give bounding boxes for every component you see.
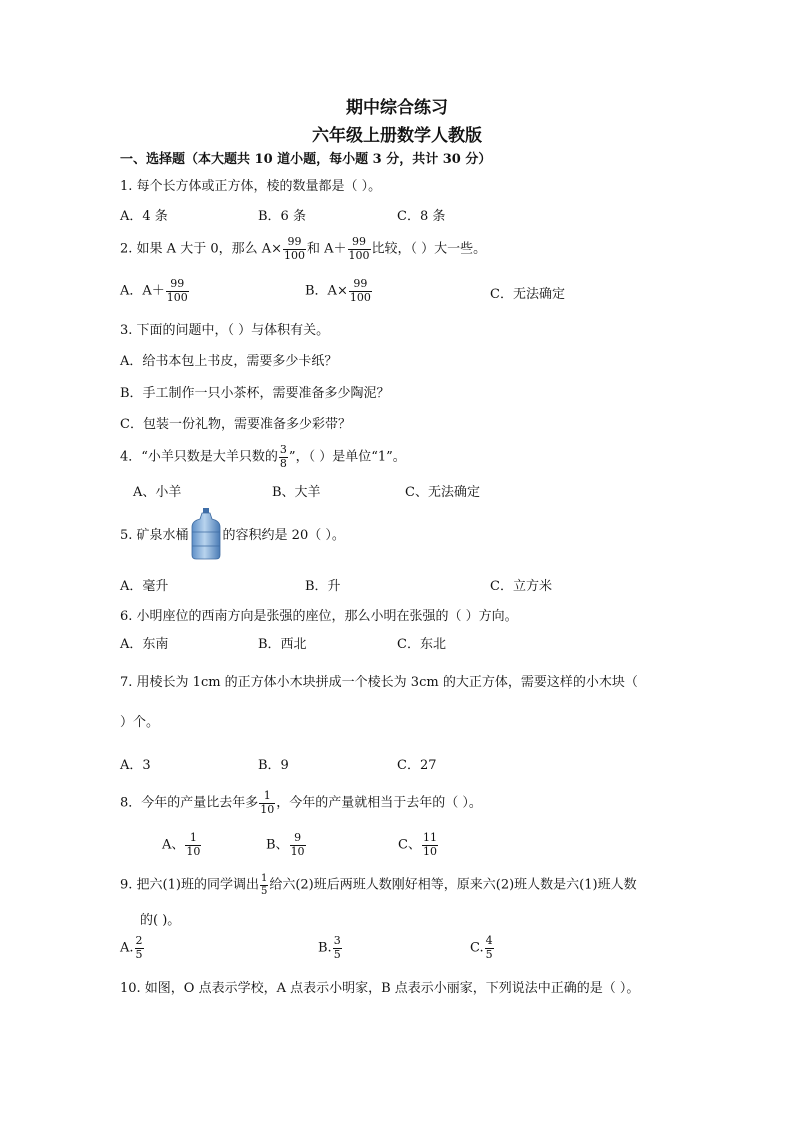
water-bottle-icon — [191, 508, 221, 563]
question-4-option-a: A、小羊 — [133, 485, 182, 500]
fraction: $\frac{4}{5}$ — [485, 934, 493, 961]
question-7-option-a: A．3 — [120, 758, 151, 773]
question-5-option-b: B．升 — [305, 579, 341, 594]
fraction: $\frac{99}{100}$ — [166, 277, 188, 304]
fraction: $\frac{9}{10}$ — [290, 831, 305, 858]
question-9-option-c: C. $\frac{4}{5}$ — [470, 934, 493, 961]
fraction: $\frac{99}{100}$ — [348, 235, 370, 262]
fraction: $\frac{3}{8}$ — [279, 443, 287, 470]
fraction: $\frac{3}{5}$ — [333, 934, 341, 961]
question-7-stem-line2: ）个。 — [120, 715, 160, 730]
fraction: $\frac{1}{10}$ — [186, 831, 201, 858]
question-2-stem: 2. 如果 A 大于 0，那么 A× $\frac{99}{100}$ 和 A＋ $\frac{99}{100}$ 比较，（ ）大一些。 — [120, 235, 487, 262]
question-1-stem: 1. 每个长方体或正方体，棱的数量都是（ ）。 — [120, 179, 382, 194]
question-8-option-c: C、 $\frac{11}{10}$ — [398, 831, 437, 858]
page-title: 期中综合练习 — [346, 98, 448, 118]
page-subtitle: 六年级上册数学人教版 — [312, 126, 482, 146]
question-3-option-a: A．给书本包上书皮，需要多少卡纸？ — [120, 354, 338, 369]
question-5-stem: 5. 矿泉水桶 的容积约是 20（ ）。 — [120, 508, 345, 563]
question-2-option-b: B．A× $\frac{99}{100}$ — [305, 277, 371, 304]
question-3-option-b: B．手工制作一只小茶杯，需要准备多少陶泥？ — [120, 386, 390, 401]
fraction: $\frac{1}{10}$ — [260, 789, 275, 816]
question-1-option-b: B．6 条 — [258, 209, 306, 224]
fraction: $\frac{99}{100}$ — [284, 235, 306, 262]
question-8-stem: 8．今年的产量比去年多 $\frac{1}{10}$ ，今年的产量就相当于去年的（ ）。 — [120, 789, 482, 816]
section-heading: 一、选择题（本大题共 10 道小题，每小题 3 分，共计 30 分） — [120, 152, 492, 167]
question-6-option-c: C．东北 — [397, 637, 446, 652]
question-4-stem: 4．“小羊只数是大羊只数的 $\frac{3}{8}$ ”，（ ）是单位“1”。 — [120, 443, 406, 470]
question-1-option-c: C．8 条 — [397, 209, 446, 224]
question-3-stem: 3. 下面的问题中，（ ）与体积有关。 — [120, 323, 330, 338]
question-8-option-a: A、 $\frac{1}{10}$ — [162, 831, 201, 858]
question-5-option-a: A．毫升 — [120, 579, 169, 594]
question-2-option-c: C．无法确定 — [490, 287, 565, 302]
question-10-stem: 10. 如图，O 点表示学校，A 点表示小明家，B 点表示小丽家，下列说法中正确的是（ ）。 — [120, 981, 640, 996]
question-9-option-a: A. $\frac{2}{5}$ — [120, 934, 143, 961]
question-5-option-c: C．立方米 — [490, 579, 552, 594]
question-3-option-c: C．包装一份礼物，需要准备多少彩带？ — [120, 417, 351, 432]
fraction: $\frac{1}{5}$ — [260, 873, 268, 897]
question-9-stem-line2: 的( )。 — [140, 913, 181, 928]
question-9-stem-line1: 9. 把六(1)班的同学调出 $\frac{1}{5}$ 给六(2)班后两班人数刚好相等，原来六(2)班人数是六(1)班人数 — [120, 873, 637, 897]
question-2-option-a: A．A＋ $\frac{99}{100}$ — [120, 277, 188, 304]
question-7-option-c: C．27 — [397, 758, 437, 773]
question-7-option-b: B．9 — [258, 758, 289, 773]
question-4-option-b: B、大羊 — [272, 485, 321, 500]
fraction: $\frac{11}{10}$ — [422, 831, 437, 858]
fraction: $\frac{2}{5}$ — [135, 934, 143, 961]
question-9-option-b: B. $\frac{3}{5}$ — [318, 934, 341, 961]
fraction: $\frac{99}{100}$ — [349, 277, 371, 304]
question-6-option-b: B．西北 — [258, 637, 307, 652]
question-6-option-a: A．东南 — [120, 637, 169, 652]
question-6-stem: 6. 小明座位的西南方向是张强的座位，那么小明在张强的（ ）方向。 — [120, 609, 518, 624]
question-8-option-b: B、 $\frac{9}{10}$ — [266, 831, 305, 858]
question-4-option-c: C、无法确定 — [405, 485, 480, 500]
question-1-option-a: A．4 条 — [120, 209, 168, 224]
question-7-stem-line1: 7. 用棱长为 1cm 的正方体小木块拼成一个棱长为 3cm 的大正方体，需要这样的小木块（ — [120, 675, 638, 690]
